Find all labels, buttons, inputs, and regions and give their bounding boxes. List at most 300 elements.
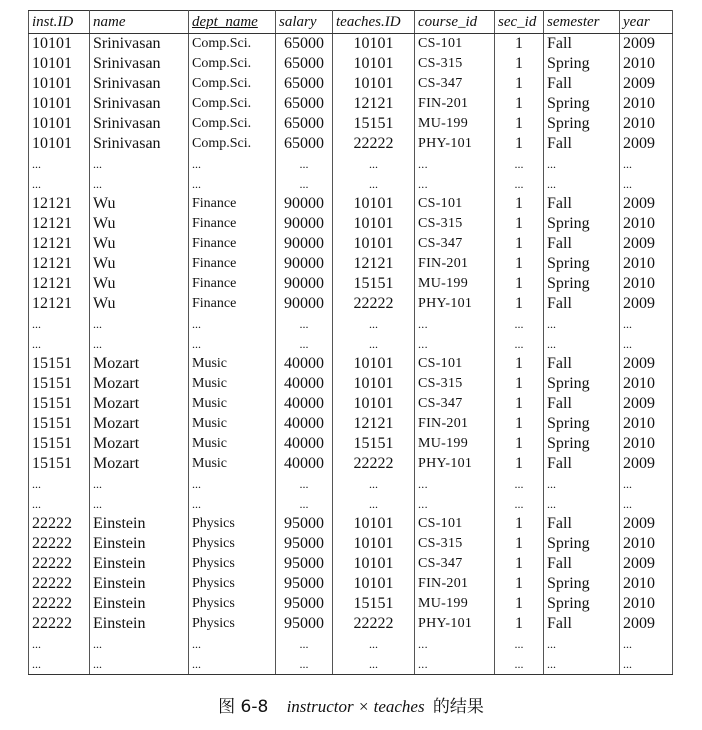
- table-row: [29, 514, 673, 534]
- header-salary: salary: [276, 11, 333, 34]
- table-cell: ...: [333, 314, 415, 334]
- table-cell: 1: [495, 54, 544, 74]
- figure-caption: [0, 692, 702, 717]
- table-cell: Fall: [544, 514, 620, 534]
- table-row: [29, 474, 673, 494]
- table-cell: 22222: [29, 514, 90, 534]
- table-cell: Spring: [544, 374, 620, 394]
- table-cell: ...: [495, 174, 544, 194]
- table-cell: ...: [90, 474, 189, 494]
- table-cell: ...: [333, 494, 415, 514]
- table-cell: 1: [495, 574, 544, 594]
- table-cell: ...: [90, 314, 189, 334]
- relational-expression: instructor × teaches: [286, 697, 425, 716]
- table-cell: Wu: [90, 194, 189, 214]
- table-cell: 1: [495, 514, 544, 534]
- table-row: [29, 54, 673, 74]
- table-cell: 22222: [29, 594, 90, 614]
- table-cell: CS-101: [415, 34, 495, 55]
- table-cell: Physics: [189, 514, 276, 534]
- table-cell: ...: [29, 654, 90, 675]
- table-cell: CS-347: [415, 234, 495, 254]
- table-cell: ...: [620, 334, 673, 354]
- table-cell: ...: [189, 334, 276, 354]
- table-cell: ...: [90, 174, 189, 194]
- table-cell: 65000: [276, 34, 333, 55]
- table-row: [29, 334, 673, 354]
- table-cell: CS-347: [415, 394, 495, 414]
- table-cell: 12121: [29, 234, 90, 254]
- table-cell: 10101: [333, 554, 415, 574]
- table-cell: 10101: [333, 354, 415, 374]
- table-cell: 12121: [29, 254, 90, 274]
- table-cell: Fall: [544, 34, 620, 55]
- table-cell: Music: [189, 354, 276, 374]
- table-cell: Fall: [544, 134, 620, 154]
- table-cell: 2009: [620, 294, 673, 314]
- table-row: [29, 294, 673, 314]
- table-cell: 1: [495, 394, 544, 414]
- table-cell: 10101: [333, 34, 415, 55]
- table-row: [29, 394, 673, 414]
- table-row: [29, 274, 673, 294]
- header-dept-name: dept_name: [189, 11, 276, 34]
- table-cell: Music: [189, 454, 276, 474]
- table-row: [29, 654, 673, 675]
- table-cell: CS-315: [415, 214, 495, 234]
- table-cell: ...: [333, 654, 415, 675]
- table-cell: CS-315: [415, 534, 495, 554]
- table-cell: 1: [495, 294, 544, 314]
- table-cell: 1: [495, 214, 544, 234]
- table-cell: 2009: [620, 554, 673, 574]
- table-cell: 10101: [333, 194, 415, 214]
- table-row: [29, 234, 673, 254]
- table-cell: Finance: [189, 294, 276, 314]
- table-cell: ...: [495, 634, 544, 654]
- table-cell: Wu: [90, 274, 189, 294]
- table-row: [29, 74, 673, 94]
- table-cell: Finance: [189, 234, 276, 254]
- table-cell: ...: [333, 334, 415, 354]
- table-cell: 12121: [333, 414, 415, 434]
- table-cell: 1: [495, 234, 544, 254]
- table-cell: Comp.Sci.: [189, 54, 276, 74]
- table-cell: Physics: [189, 614, 276, 634]
- table-cell: 2010: [620, 374, 673, 394]
- table-cell: Physics: [189, 554, 276, 574]
- table-cell: 10101: [333, 394, 415, 414]
- table-cell: CS-101: [415, 514, 495, 534]
- table-cell: Einstein: [90, 514, 189, 534]
- table-cell: Srinivasan: [90, 54, 189, 74]
- table-cell: ...: [544, 334, 620, 354]
- table-cell: ...: [276, 474, 333, 494]
- table-cell: 1: [495, 194, 544, 214]
- table-cell: 1: [495, 34, 544, 55]
- table-cell: ...: [29, 634, 90, 654]
- header-semester: semester: [544, 11, 620, 34]
- table-cell: ...: [276, 654, 333, 675]
- table-cell: 2009: [620, 194, 673, 214]
- table-cell: 40000: [276, 354, 333, 374]
- table-cell: Fall: [544, 454, 620, 474]
- table-cell: ...: [495, 154, 544, 174]
- table-cell: Comp.Sci.: [189, 34, 276, 55]
- table-cell: ...: [415, 314, 495, 334]
- table-cell: 95000: [276, 614, 333, 634]
- table-cell: 22222: [29, 554, 90, 574]
- table-row: [29, 174, 673, 194]
- table-cell: ...: [620, 314, 673, 334]
- table-cell: ...: [544, 634, 620, 654]
- table-cell: Mozart: [90, 414, 189, 434]
- table-cell: 22222: [29, 574, 90, 594]
- table-cell: ...: [544, 474, 620, 494]
- table-cell: 95000: [276, 594, 333, 614]
- table-cell: 15151: [29, 354, 90, 374]
- table-cell: 40000: [276, 454, 333, 474]
- table-cell: FIN-201: [415, 254, 495, 274]
- table-cell: ...: [544, 154, 620, 174]
- table-cell: ...: [544, 494, 620, 514]
- table-cell: Wu: [90, 214, 189, 234]
- table-cell: ...: [544, 314, 620, 334]
- table-cell: 2010: [620, 434, 673, 454]
- table-cell: Mozart: [90, 374, 189, 394]
- table-cell: CS-347: [415, 554, 495, 574]
- table-cell: 22222: [29, 534, 90, 554]
- table-cell: 10101: [333, 574, 415, 594]
- header-name: name: [90, 11, 189, 34]
- caption-suffix: 的结果: [432, 697, 484, 717]
- table-cell: ...: [189, 314, 276, 334]
- table-cell: Einstein: [90, 574, 189, 594]
- table-cell: ...: [415, 654, 495, 675]
- table-cell: Spring: [544, 574, 620, 594]
- table-cell: 2009: [620, 514, 673, 534]
- table-cell: 22222: [333, 294, 415, 314]
- table-cell: 90000: [276, 254, 333, 274]
- table-cell: Wu: [90, 254, 189, 274]
- table-cell: Music: [189, 434, 276, 454]
- table-row: [29, 354, 673, 374]
- table-cell: Physics: [189, 574, 276, 594]
- table-cell: 65000: [276, 94, 333, 114]
- table-cell: ...: [189, 654, 276, 675]
- table-row: [29, 34, 673, 55]
- table-cell: 1: [495, 374, 544, 394]
- table-cell: 2010: [620, 214, 673, 234]
- table-cell: 15151: [29, 394, 90, 414]
- table-cell: ...: [415, 634, 495, 654]
- table-cell: 12121: [29, 214, 90, 234]
- table-cell: Srinivasan: [90, 94, 189, 114]
- table-cell: MU-199: [415, 114, 495, 134]
- table-cell: Finance: [189, 194, 276, 214]
- table-header-row: [29, 11, 673, 34]
- table-body: [29, 34, 673, 675]
- table-cell: Srinivasan: [90, 34, 189, 55]
- table-cell: 95000: [276, 574, 333, 594]
- table-cell: Einstein: [90, 554, 189, 574]
- table-cell: ...: [333, 154, 415, 174]
- table-cell: Wu: [90, 234, 189, 254]
- table-cell: Finance: [189, 254, 276, 274]
- table-cell: ...: [276, 334, 333, 354]
- table-cell: 2009: [620, 74, 673, 94]
- table-cell: ...: [276, 634, 333, 654]
- table-cell: 65000: [276, 54, 333, 74]
- table-cell: 10101: [29, 134, 90, 154]
- table-cell: ...: [333, 634, 415, 654]
- figure-label: 图 6-8: [218, 697, 269, 717]
- table-cell: 1: [495, 254, 544, 274]
- table-cell: Comp.Sci.: [189, 134, 276, 154]
- table-cell: 1: [495, 434, 544, 454]
- table-cell: 90000: [276, 274, 333, 294]
- table-cell: 2010: [620, 414, 673, 434]
- table-cell: 12121: [29, 274, 90, 294]
- table-cell: 1: [495, 554, 544, 574]
- table-cell: Spring: [544, 254, 620, 274]
- table-cell: ...: [276, 314, 333, 334]
- table-cell: Music: [189, 414, 276, 434]
- table-cell: 2009: [620, 394, 673, 414]
- table-cell: 15151: [29, 414, 90, 434]
- header-sec-id: sec_id: [495, 11, 544, 34]
- table-cell: ...: [415, 334, 495, 354]
- table-cell: ...: [276, 494, 333, 514]
- table-cell: 15151: [29, 374, 90, 394]
- table-cell: ...: [620, 634, 673, 654]
- table-cell: Mozart: [90, 434, 189, 454]
- table-cell: 1: [495, 274, 544, 294]
- table-cell: ...: [495, 654, 544, 675]
- table-cell: ...: [29, 314, 90, 334]
- table-cell: 1: [495, 354, 544, 374]
- table-cell: 2010: [620, 274, 673, 294]
- table-cell: ...: [333, 474, 415, 494]
- table-cell: 1: [495, 74, 544, 94]
- table-cell: 2010: [620, 534, 673, 554]
- table-cell: FIN-201: [415, 574, 495, 594]
- table-cell: 22222: [333, 454, 415, 474]
- table-cell: Fall: [544, 294, 620, 314]
- table-row: [29, 614, 673, 634]
- table-cell: Comp.Sci.: [189, 114, 276, 134]
- table-cell: 90000: [276, 194, 333, 214]
- table-cell: Physics: [189, 534, 276, 554]
- table-cell: Fall: [544, 194, 620, 214]
- table-cell: ...: [276, 154, 333, 174]
- table-row: [29, 554, 673, 574]
- table-cell: Music: [189, 374, 276, 394]
- table-cell: Spring: [544, 434, 620, 454]
- table-cell: Mozart: [90, 454, 189, 474]
- table-cell: 12121: [29, 294, 90, 314]
- table-cell: PHY-101: [415, 454, 495, 474]
- table-cell: Spring: [544, 114, 620, 134]
- table-row: [29, 154, 673, 174]
- table-row: [29, 574, 673, 594]
- table-cell: ...: [495, 334, 544, 354]
- table-cell: 2010: [620, 114, 673, 134]
- table-cell: Spring: [544, 274, 620, 294]
- table-cell: 90000: [276, 294, 333, 314]
- table-cell: ...: [189, 474, 276, 494]
- table-cell: 22222: [333, 614, 415, 634]
- table-cell: 1: [495, 614, 544, 634]
- table-cell: 1: [495, 414, 544, 434]
- table-cell: ...: [90, 494, 189, 514]
- table-cell: Einstein: [90, 534, 189, 554]
- table-cell: 15151: [333, 114, 415, 134]
- table-cell: 65000: [276, 134, 333, 154]
- table-cell: 2010: [620, 254, 673, 274]
- table-row: [29, 254, 673, 274]
- table-cell: PHY-101: [415, 614, 495, 634]
- table-cell: MU-199: [415, 434, 495, 454]
- table-cell: ...: [495, 494, 544, 514]
- table-cell: ...: [415, 174, 495, 194]
- table-cell: CS-315: [415, 374, 495, 394]
- table-cell: CS-315: [415, 54, 495, 74]
- table-cell: 15151: [333, 594, 415, 614]
- table-cell: 1: [495, 134, 544, 154]
- table-cell: 12121: [333, 254, 415, 274]
- table-cell: 2009: [620, 234, 673, 254]
- table-cell: 95000: [276, 534, 333, 554]
- table-cell: 2010: [620, 94, 673, 114]
- table-cell: ...: [495, 474, 544, 494]
- table-cell: 1: [495, 94, 544, 114]
- table-cell: FIN-201: [415, 94, 495, 114]
- header-teaches-id: teaches.ID: [333, 11, 415, 34]
- table-cell: 40000: [276, 434, 333, 454]
- table-cell: ...: [189, 634, 276, 654]
- table-cell: PHY-101: [415, 294, 495, 314]
- table-cell: Physics: [189, 594, 276, 614]
- table-cell: ...: [544, 654, 620, 675]
- table-cell: 12121: [333, 94, 415, 114]
- table-cell: Spring: [544, 414, 620, 434]
- table-cell: 10101: [333, 534, 415, 554]
- table-cell: ...: [620, 174, 673, 194]
- table-cell: 1: [495, 454, 544, 474]
- table-cell: ...: [29, 474, 90, 494]
- cartesian-product-table: [28, 10, 673, 675]
- table-cell: 95000: [276, 554, 333, 574]
- table-cell: 65000: [276, 114, 333, 134]
- table-cell: Finance: [189, 274, 276, 294]
- table-row: [29, 534, 673, 554]
- table-cell: Mozart: [90, 354, 189, 374]
- table-cell: 40000: [276, 414, 333, 434]
- table-cell: Spring: [544, 94, 620, 114]
- table-cell: ...: [333, 174, 415, 194]
- table-cell: Spring: [544, 594, 620, 614]
- table-cell: 40000: [276, 394, 333, 414]
- table-row: [29, 494, 673, 514]
- table-cell: Fall: [544, 614, 620, 634]
- table-cell: ...: [276, 174, 333, 194]
- table-cell: 22222: [29, 614, 90, 634]
- table-row: [29, 94, 673, 114]
- table-cell: ...: [189, 154, 276, 174]
- table-cell: Srinivasan: [90, 134, 189, 154]
- table-cell: ...: [620, 494, 673, 514]
- table-cell: Spring: [544, 534, 620, 554]
- table-cell: 15151: [29, 434, 90, 454]
- table-cell: ...: [90, 154, 189, 174]
- table-cell: 10101: [333, 74, 415, 94]
- table-cell: 2009: [620, 614, 673, 634]
- table-cell: 22222: [333, 134, 415, 154]
- table-row: [29, 634, 673, 654]
- table-cell: 2010: [620, 54, 673, 74]
- table-cell: CS-101: [415, 194, 495, 214]
- table-cell: 10101: [29, 114, 90, 134]
- table-cell: 2010: [620, 574, 673, 594]
- table-cell: ...: [29, 154, 90, 174]
- table-cell: 10101: [29, 34, 90, 55]
- table-cell: 15151: [29, 454, 90, 474]
- table-row: [29, 594, 673, 614]
- table-cell: 2010: [620, 594, 673, 614]
- table-cell: Einstein: [90, 594, 189, 614]
- table-cell: FIN-201: [415, 414, 495, 434]
- table-cell: Srinivasan: [90, 114, 189, 134]
- table-row: [29, 214, 673, 234]
- table-cell: 10101: [29, 54, 90, 74]
- table-cell: Srinivasan: [90, 74, 189, 94]
- table-cell: Fall: [544, 394, 620, 414]
- table-row: [29, 134, 673, 154]
- table-row: [29, 114, 673, 134]
- table-cell: 10101: [333, 234, 415, 254]
- table-row: [29, 374, 673, 394]
- table-cell: ...: [620, 154, 673, 174]
- table-cell: MU-199: [415, 274, 495, 294]
- table-cell: Spring: [544, 214, 620, 234]
- header-inst-id: inst.ID: [29, 11, 90, 34]
- table-cell: Comp.Sci.: [189, 74, 276, 94]
- table-cell: Finance: [189, 214, 276, 234]
- table-cell: 2009: [620, 454, 673, 474]
- table-cell: 95000: [276, 514, 333, 534]
- table-cell: ...: [29, 174, 90, 194]
- table-cell: 10101: [29, 74, 90, 94]
- table-row: [29, 194, 673, 214]
- table-cell: Fall: [544, 354, 620, 374]
- table-cell: Mozart: [90, 394, 189, 414]
- table-cell: 90000: [276, 234, 333, 254]
- table-cell: ...: [29, 494, 90, 514]
- table-row: [29, 454, 673, 474]
- table-cell: Fall: [544, 74, 620, 94]
- table-cell: 15151: [333, 274, 415, 294]
- table-cell: ...: [90, 654, 189, 675]
- table-cell: 10101: [29, 94, 90, 114]
- table-cell: 10101: [333, 374, 415, 394]
- table-cell: Comp.Sci.: [189, 94, 276, 114]
- table-cell: ...: [415, 494, 495, 514]
- table-cell: 1: [495, 594, 544, 614]
- table-cell: CS-347: [415, 74, 495, 94]
- table-cell: 40000: [276, 374, 333, 394]
- table-cell: 10101: [333, 214, 415, 234]
